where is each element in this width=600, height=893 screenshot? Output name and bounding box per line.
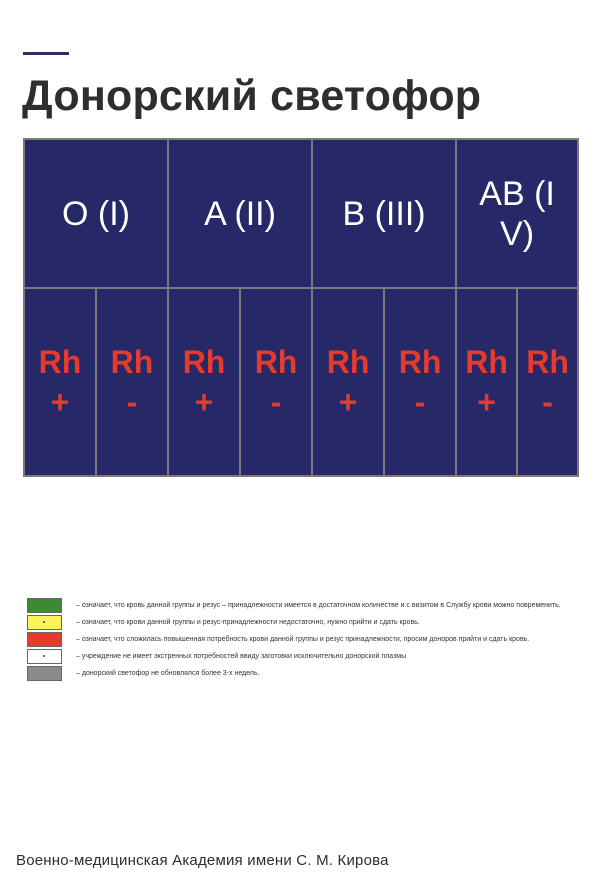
blood-group-o: O (I) xyxy=(24,139,168,288)
legend-item-white xyxy=(27,648,587,665)
legend-text-white: – учреждение не имеет экстренных потребностей ввиду заготовки исключительно донорской плазмы xyxy=(76,653,407,660)
legend-swatch-red xyxy=(27,632,62,647)
footer-organization: Военно-медицинская Академия имени С. М. Кирова xyxy=(16,852,389,869)
rh-cell-o-positive: Rh + xyxy=(24,288,96,476)
rh-cell-a-positive: Rh + xyxy=(168,288,240,476)
legend-item-red xyxy=(27,631,587,648)
color-legend xyxy=(27,597,587,682)
blood-group-row xyxy=(24,139,578,288)
legend-item-yellow xyxy=(27,614,587,631)
legend-text-yellow: – означает, что крови данной группы и резус-принадлежности недостаточно, нужно прийти и сдать кровь. xyxy=(76,619,420,626)
blood-group-a: A (II) xyxy=(168,139,312,288)
legend-item-gray xyxy=(27,665,587,682)
blood-group-b: B (III) xyxy=(312,139,456,288)
donor-traffic-light-table xyxy=(23,138,579,477)
rh-cell-a-negative: Rh - xyxy=(240,288,312,476)
legend-swatch-gray xyxy=(27,666,62,681)
rh-cell-ab-positive: Rh+ xyxy=(456,288,517,476)
legend-swatch-green xyxy=(27,598,62,613)
legend-swatch-white xyxy=(27,649,62,664)
title-accent-bar xyxy=(23,52,69,55)
blood-group-ab: AB (IV) xyxy=(456,139,578,288)
legend-text-gray: – донорский светофор не обновлялся более 3-х недель. xyxy=(76,670,260,677)
rh-cell-b-negative: Rh - xyxy=(384,288,456,476)
legend-text-red: – означает, что сложилась повышенная потребность крови данной группы и резус принадлежности, просим доноров прийти и сдать кровь. xyxy=(76,636,530,643)
legend-swatch-yellow xyxy=(27,615,62,630)
page-title: Донорский светофор xyxy=(22,72,482,120)
rh-cell-b-positive: Rh + xyxy=(312,288,384,476)
legend-text-green: – означает, что кровь данной группы и резус – принадлежности имеется в достаточном количестве и с визитом в Службу крови можно повременить. xyxy=(76,602,561,609)
rh-cell-o-negative: Rh - xyxy=(96,288,168,476)
rh-cell-ab-negative: Rh- xyxy=(517,288,578,476)
legend-item-green xyxy=(27,597,587,614)
rh-factor-row xyxy=(24,288,578,476)
